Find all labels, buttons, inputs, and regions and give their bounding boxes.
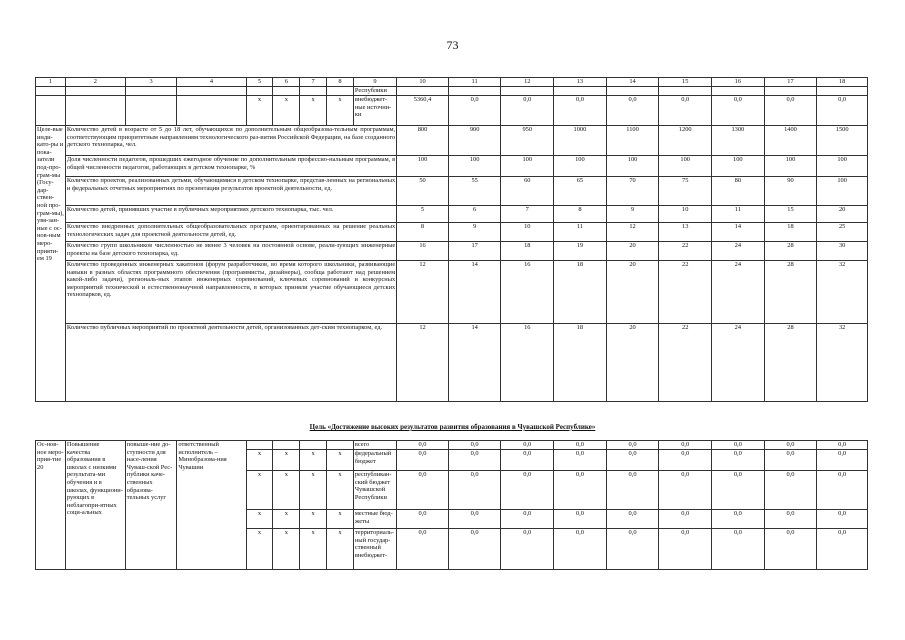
value-cell: 70	[606, 177, 659, 206]
value-cell: 32	[817, 261, 868, 324]
value-cell: 0,0	[606, 96, 659, 126]
value-cell: 100	[554, 156, 607, 177]
indicator-side-label: Целе-вые инди-като-ры и пока-затели под-про-грам-мы (Госу-дар-ствен-ной про-грам-мы), увя-зан-ные с ос-нов-ным меро-прияти-ем 19	[36, 126, 66, 402]
value-cell: 18	[764, 223, 817, 242]
value-cell: 0,0	[606, 471, 659, 510]
value-cell: 0,0	[764, 471, 817, 510]
value-cell: 24	[712, 261, 765, 324]
value-cell: 7	[501, 206, 554, 223]
value-cell: 0,0	[817, 510, 868, 529]
value-cell: 55	[448, 177, 501, 206]
value-cell: 100	[606, 156, 659, 177]
column-number: 15	[659, 78, 712, 87]
value-cell: 22	[659, 261, 712, 324]
value-cell: 0,0	[817, 471, 868, 510]
value-cell: 12	[397, 324, 449, 402]
value-cell: 0,0	[659, 510, 712, 529]
value-cell: 800	[397, 126, 449, 156]
indicator-text: Количество проведенных инженерных хакатонов (форум разработчиков, во время которого школьники, развивающие навыки в разных областях программного обеспечения (программисты, дизайнеры), сообща работают над решением какой-либо задачи), региональ-ных этапов инженерных соревнований, ключевых соревнований и конкурсных мероприятий технической и естественнонаучной направленности, в которых приняли участие обучающиеся детских технопарков, ед.	[65, 261, 396, 324]
value-cell: 0,0	[817, 441, 868, 450]
x-mark: x	[300, 510, 327, 529]
value-cell: 18	[554, 324, 607, 402]
value-cell: 0,0	[817, 96, 868, 126]
value-cell: 65	[554, 177, 607, 206]
table-row	[36, 96, 868, 126]
value-cell: 0,0	[448, 510, 501, 529]
value-cell: 0,0	[397, 510, 449, 529]
x-mark: x	[327, 510, 354, 529]
x-mark: x	[273, 450, 300, 471]
value-cell: 0,0	[554, 441, 607, 450]
x-mark	[273, 441, 300, 450]
value-cell: 22	[659, 242, 712, 261]
event-table	[35, 440, 868, 570]
funding-source: федеральный бюджет	[353, 450, 396, 471]
value-cell: 0,0	[659, 441, 712, 450]
value-cell: 0,0	[554, 529, 607, 570]
value-cell: 0,0	[554, 96, 607, 126]
value-cell: 0,0	[554, 450, 607, 471]
column-number: 8	[327, 78, 354, 87]
event-col1: Ос-нов-ное меро-прия-тие 20	[36, 441, 66, 570]
value-cell: 100	[448, 156, 501, 177]
value-cell: 0,0	[606, 529, 659, 570]
value-cell: 1200	[659, 126, 712, 156]
x-mark: x	[246, 96, 273, 126]
table-row	[36, 242, 868, 261]
column-number: 5	[246, 78, 273, 87]
value-cell: 1100	[606, 126, 659, 156]
value-cell: 8	[554, 206, 607, 223]
table-row	[36, 177, 868, 206]
value-cell: 0,0	[712, 96, 765, 126]
x-mark: x	[300, 471, 327, 510]
value-cell: 12	[397, 261, 449, 324]
value-cell: 0,0	[764, 450, 817, 471]
value-cell: 60	[501, 177, 554, 206]
value-cell: 0,0	[712, 441, 765, 450]
x-mark: x	[327, 529, 354, 570]
value-cell: 17	[448, 242, 501, 261]
value-cell: 16	[397, 242, 449, 261]
value-cell: 0,0	[817, 450, 868, 471]
value-cell: 1400	[764, 126, 817, 156]
value-cell: 19	[554, 242, 607, 261]
value-cell: 0,0	[764, 441, 817, 450]
column-number: 7	[300, 78, 327, 87]
value-cell: 0,0	[712, 450, 765, 471]
goal-title: Цель «Достижение высоких результатов развития образования в Чувашской Республике»	[309, 423, 596, 431]
value-cell: 0,0	[397, 441, 449, 450]
x-mark: x	[300, 529, 327, 570]
value-cell: 1300	[712, 126, 765, 156]
value-cell: 0,0	[606, 441, 659, 450]
value-cell: 75	[659, 177, 712, 206]
column-number: 13	[554, 78, 607, 87]
value-cell: 10	[501, 223, 554, 242]
funding-source: республикан-ский бюджет Чувашской Республики	[353, 471, 396, 510]
funding-source: территориаль-ный государ-ственный внебюджет-	[353, 529, 396, 570]
value-cell: 80	[712, 177, 765, 206]
table-row	[36, 126, 868, 156]
x-mark: x	[327, 450, 354, 471]
value-cell: 28	[764, 242, 817, 261]
value-cell: 15	[764, 206, 817, 223]
value-cell: 9	[606, 206, 659, 223]
value-cell: 0,0	[659, 529, 712, 570]
value-cell: 20	[606, 261, 659, 324]
value-cell: 16	[501, 261, 554, 324]
indicator-text: Количество детей, принявших участие в публичных мероприятиях детского технопарка, тыс. чел.	[65, 206, 396, 223]
source-label: внебюджет-ные источни-ки	[353, 96, 396, 126]
indicator-text: Количество детей в возрасте от 5 до 18 лет, обучающихся по дополнительным общеобразова-тельным программам, соответствующим приоритетным направлениям технологического раз-вития Российской Федерации, на базе созданного детского технопарка, чел.	[65, 126, 396, 156]
table-row	[36, 261, 868, 324]
value-cell: 0,0	[501, 510, 554, 529]
value-cell: 0,0	[554, 471, 607, 510]
value-cell: 25	[817, 223, 868, 242]
value-cell: 0,0	[501, 529, 554, 570]
value-cell: 0,0	[606, 510, 659, 529]
value-cell: 0,0	[501, 441, 554, 450]
value-cell: 0,0	[554, 510, 607, 529]
value-cell: 0,0	[712, 529, 765, 570]
x-mark: x	[300, 450, 327, 471]
indicator-text: Количество публичных мероприятий по проектной деятельности детей, организованных дет-ским технопарком, ед.	[65, 324, 396, 402]
column-number: 3	[125, 78, 177, 87]
table-row	[36, 223, 868, 242]
event-col2: Повышение качества образования в школах с низкими результата-ми обучения и в школах, функциони-рующих в неблагопри-ятных соци-альных	[65, 441, 125, 570]
value-cell: 100	[817, 156, 868, 177]
value-cell: 1500	[817, 126, 868, 156]
value-cell: 20	[606, 324, 659, 402]
value-cell: 12	[606, 223, 659, 242]
value-cell: 100	[764, 156, 817, 177]
column-number: 18	[817, 78, 868, 87]
value-cell: 30	[817, 242, 868, 261]
value-cell: 0,0	[606, 450, 659, 471]
value-cell: 14	[712, 223, 765, 242]
indicator-text: Количество внедренных дополнительных общеобразовательных программ, ориентированных на решение реальных технологических задач для проектной деятельности детей, ед.	[65, 223, 396, 242]
x-mark: x	[300, 96, 327, 126]
page-number: 73	[446, 38, 459, 52]
column-number: 9	[353, 78, 396, 87]
value-cell: 50	[397, 177, 449, 206]
value-cell: 32	[817, 324, 868, 402]
value-cell: 0,0	[659, 96, 712, 126]
x-mark: x	[327, 471, 354, 510]
value-cell: 24	[712, 324, 765, 402]
value-cell: 0,0	[501, 471, 554, 510]
x-mark: x	[246, 471, 273, 510]
value-cell: 0,0	[397, 471, 449, 510]
value-cell: 0,0	[397, 450, 449, 471]
value-cell: 0,0	[448, 471, 501, 510]
value-cell: 6	[448, 206, 501, 223]
x-mark: x	[273, 529, 300, 570]
value-cell: 0,0	[448, 450, 501, 471]
value-cell: 0,0	[764, 529, 817, 570]
column-number: 2	[65, 78, 125, 87]
value-cell: 0,0	[448, 441, 501, 450]
value-cell: 900	[448, 126, 501, 156]
value-cell: 11	[712, 206, 765, 223]
x-mark: x	[246, 450, 273, 471]
table-row	[36, 156, 868, 177]
x-mark: x	[273, 471, 300, 510]
value-cell: 16	[501, 324, 554, 402]
value-cell: 14	[448, 261, 501, 324]
event-col3: повыше-ние до-ступности для насе-ления Чуваш-ской Рес-публики каче-ственных образова-тельных услуг	[125, 441, 177, 570]
x-mark	[327, 441, 354, 450]
column-number: 4	[177, 78, 246, 87]
value-cell: 28	[764, 261, 817, 324]
indicator-text: Доля численности педагогов, прошедших ежегодное обучение по дополнительным профессио-нальным программам, в общей численности педагогов, работающих в детском технопарке, %	[65, 156, 396, 177]
value-cell: 0,0	[448, 96, 501, 126]
value-cell: 100	[501, 156, 554, 177]
indicator-text: Количество групп школьников численностью не менее 3 человек на постоянной основе, реали-зующих инженерные проекты на базе детского технопарка, ед.	[65, 242, 396, 261]
value-cell: 5	[397, 206, 449, 223]
value-cell: 9	[448, 223, 501, 242]
value-cell: 20	[606, 242, 659, 261]
value-cell: 8	[397, 223, 449, 242]
value-cell: 0,0	[448, 529, 501, 570]
x-mark: x	[246, 529, 273, 570]
column-number-row	[36, 78, 868, 87]
source-label: Республики	[353, 87, 396, 96]
value-cell: 0,0	[712, 510, 765, 529]
value-cell: 10	[659, 206, 712, 223]
column-number: 12	[501, 78, 554, 87]
column-number: 10	[397, 78, 449, 87]
column-number: 14	[606, 78, 659, 87]
value-cell: 0,0	[659, 450, 712, 471]
table-row	[36, 324, 868, 402]
value-cell: 18	[554, 261, 607, 324]
value-cell: 11	[554, 223, 607, 242]
column-number: 16	[712, 78, 765, 87]
funding-source: местные бюд-жеты	[353, 510, 396, 529]
value-cell: 0,0	[501, 450, 554, 471]
column-number: 17	[764, 78, 817, 87]
column-number: 1	[36, 78, 66, 87]
value-cell: 0,0	[501, 96, 554, 126]
value-cell: 5360,4	[397, 96, 449, 126]
x-mark	[300, 441, 327, 450]
funding-source: всего	[353, 441, 396, 450]
value-cell: 0,0	[764, 510, 817, 529]
value-cell: 100	[712, 156, 765, 177]
value-cell: 0,0	[764, 96, 817, 126]
column-number: 11	[448, 78, 501, 87]
value-cell: 13	[659, 223, 712, 242]
value-cell: 100	[397, 156, 449, 177]
value-cell: 14	[448, 324, 501, 402]
table-row	[36, 206, 868, 223]
table-row	[36, 87, 868, 96]
value-cell: 0,0	[817, 529, 868, 570]
value-cell: 28	[764, 324, 817, 402]
value-cell: 100	[659, 156, 712, 177]
x-mark: x	[273, 510, 300, 529]
value-cell: 0,0	[659, 471, 712, 510]
value-cell: 1000	[554, 126, 607, 156]
table-row	[36, 441, 868, 450]
value-cell: 0,0	[397, 529, 449, 570]
x-mark: x	[246, 510, 273, 529]
value-cell: 18	[501, 242, 554, 261]
value-cell: 0,0	[712, 471, 765, 510]
value-cell: 20	[817, 206, 868, 223]
value-cell: 950	[501, 126, 554, 156]
value-cell: 90	[764, 177, 817, 206]
x-mark: x	[327, 96, 354, 126]
indicator-text: Количество проектов, реализованных детьми, обучающимися в детском технопарке, представ-ленных на региональных и федеральных отчетных мероприятиях по презентации результатов проектной деятельности, ед.	[65, 177, 396, 206]
event-col4: ответственный исполнитель – Минобразова-ния Чувашии	[177, 441, 246, 570]
x-mark	[246, 441, 273, 450]
x-mark: x	[273, 96, 300, 126]
value-cell: 100	[817, 177, 868, 206]
value-cell: 22	[659, 324, 712, 402]
value-cell: 24	[712, 242, 765, 261]
column-number: 6	[273, 78, 300, 87]
targets-table	[35, 77, 868, 402]
